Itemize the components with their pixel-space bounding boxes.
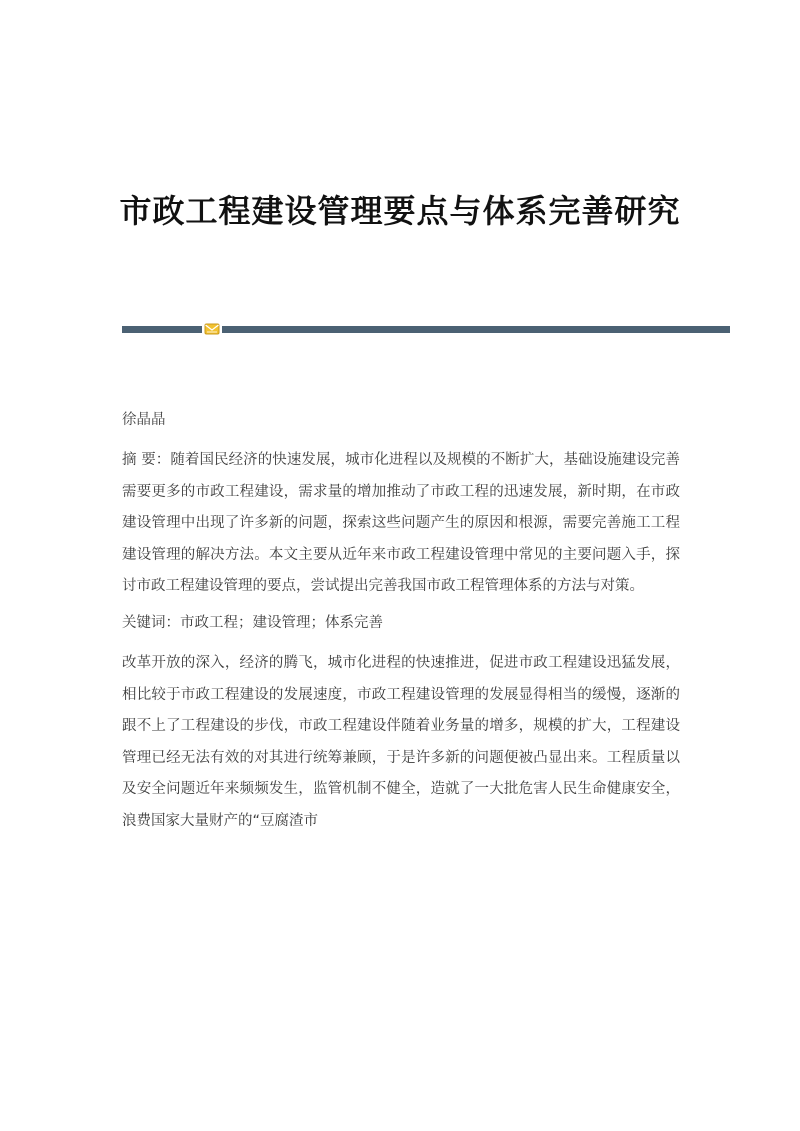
- envelope-icon: [204, 322, 220, 336]
- document-content: [122, 400, 680, 837]
- title-divider-right: [222, 326, 730, 333]
- body-paragraph: 改革开放的深入，经济的腾飞，城市化进程的快速推进，促进市政工程建设迅猛发展，相比较于市政工程建设的发展速度，市政工程建设管理的发展显得相当的缓慢，逐渐的跟不上了工程建设的步伐，市政工程建设伴随着业务量的增多，规模的扩大，工程建设管理已经无法有效的对其进行统筹兼顾，于是许多新的问题便被凸显出来。工程质量以及安全问题近年来频频发生，监管机制不健全，造就了一大批危害人民生命健康安全，浪费国家大量财产的“豆腐渣市: [122, 655, 680, 829]
- document-title: 市政工程建设管理要点与体系完善研究: [119, 192, 681, 230]
- keywords-line: 关键词：市政工程；建设管理；体系完善: [122, 614, 383, 631]
- author-name: 徐晶晶: [122, 412, 166, 428]
- title-divider-left: [122, 326, 202, 333]
- abstract-paragraph: 摘 要：随着国民经济的快速发展，城市化进程以及规模的不断扩大，基础设施建设完善需要更多的市政工程建设，需求量的增加推动了市政工程的迅速发展，新时期，在市政建设管理中出现了许多新的问题，探索这些问题产生的原因和根源，需要完善施工工程建设管理的解决方法。本文主要从近年来市政工程建设管理中常见的主要问题入手，探讨市政工程建设管理的要点，尝试提出完善我国市政工程管理体系的方法与对策。: [122, 452, 680, 594]
